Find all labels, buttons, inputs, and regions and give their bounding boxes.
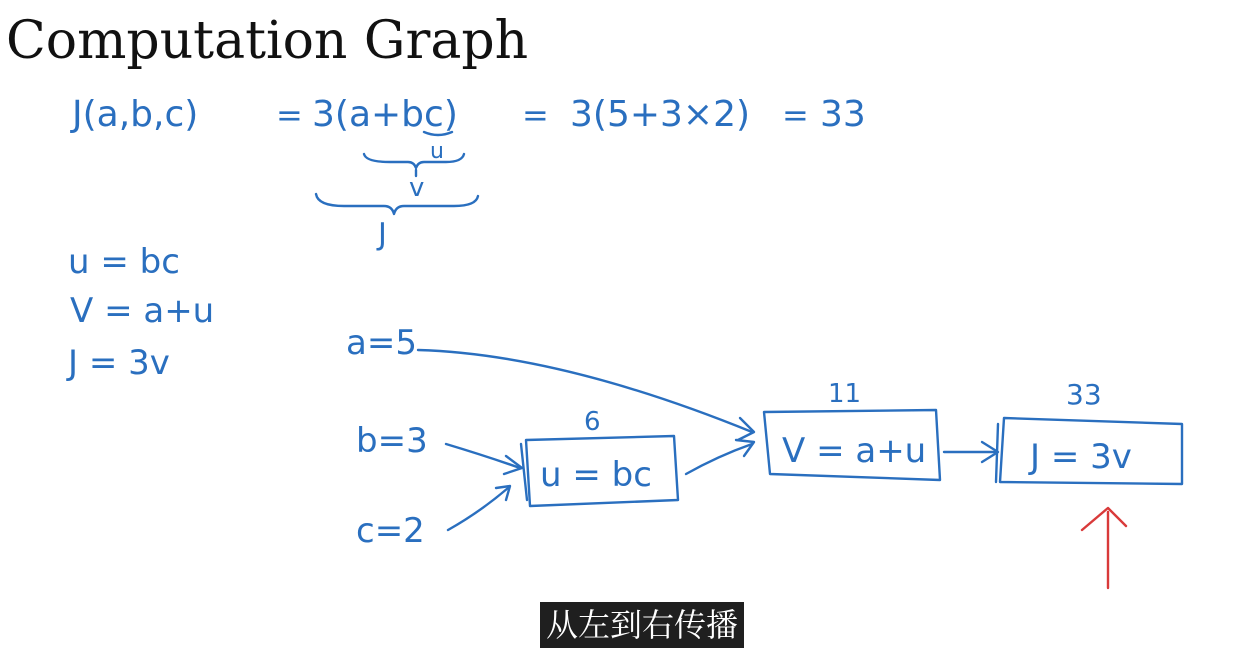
node-j-value: 33 [1066, 378, 1102, 411]
node-v-label: V = a+u [782, 431, 927, 471]
node-v [764, 379, 940, 480]
edge-b-to-u [446, 444, 520, 468]
expression-braces [316, 139, 478, 252]
main-equation [70, 94, 866, 135]
node-j-label: J = 3v [1030, 437, 1132, 477]
red-pointer-arrow [1082, 508, 1126, 588]
equation-equals-1: = [276, 96, 303, 134]
node-v-value: 11 [828, 379, 862, 409]
node-u-label: u = bc [540, 455, 652, 495]
brace-j-label: J [378, 217, 387, 252]
equation-expression: 3(a+bc) [312, 94, 458, 135]
edge-u-to-v [686, 444, 752, 474]
brace-u [364, 154, 464, 168]
brace-u-label: u [430, 139, 444, 164]
equation-lhs: J(a,b,c) [72, 94, 199, 135]
page-title: Computation Graph [6, 11, 529, 71]
input-a: a=5 [346, 323, 417, 363]
node-j [996, 378, 1182, 484]
edge-c-to-u [448, 488, 508, 530]
definition-u: u = bc [68, 242, 180, 282]
node-u-value: 6 [584, 407, 601, 437]
subtitle-caption: 从左到右传播 [540, 602, 744, 648]
node-u [521, 407, 678, 506]
equation-numeric: 3(5+3×2) [570, 94, 751, 135]
equation-result: 33 [820, 94, 866, 135]
definition-v: V = a+u [70, 291, 215, 331]
equation-equals-2: = [522, 96, 549, 134]
brace-v-label: v [409, 173, 425, 203]
red-arrow-head [1082, 508, 1126, 530]
definitions-list [66, 242, 214, 383]
definition-j: J = 3v [68, 343, 170, 383]
brace-j [316, 194, 478, 214]
input-c: c=2 [356, 511, 425, 551]
input-b: b=3 [356, 421, 428, 461]
equation-equals-3: = [782, 96, 809, 134]
